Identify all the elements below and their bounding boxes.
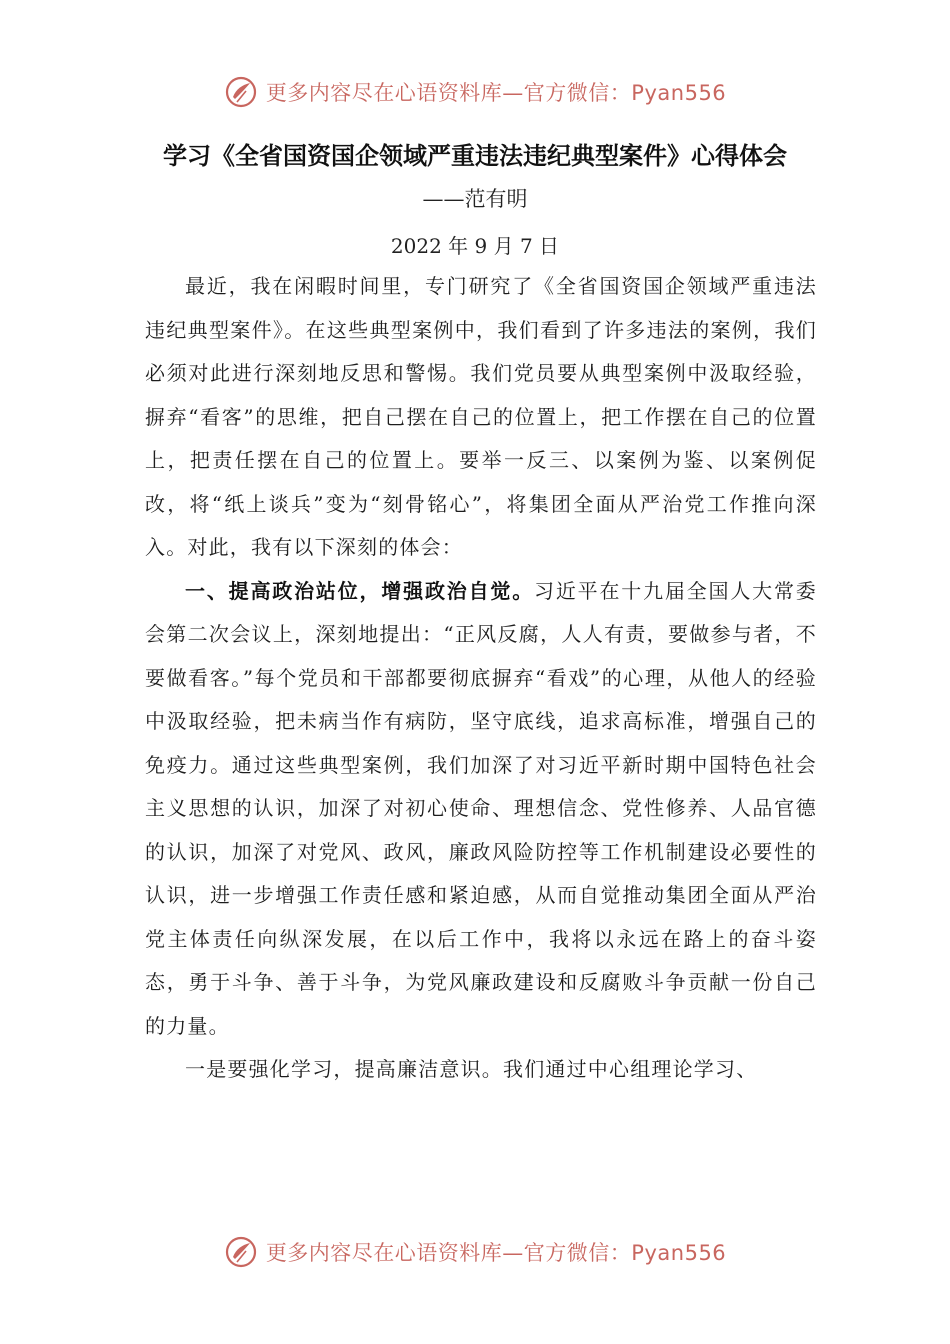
paragraph-point-1 [145,1048,817,1092]
watermark-header [0,70,950,114]
watermark-footer [0,1230,950,1274]
document-author: ——范有明 [422,187,528,211]
paragraph-intro [145,265,817,570]
paragraph-intro-text: 最近，我在闲暇时间里，专门研究了《全省国资国企领域严重违法违纪典型案件》。在这些典型案例中，我们看到了许多违法的案例，我们必须对此进行深刻地反思和警惕。我们党员要从典型案例中汲取经验，摒弃“看客”的思维，把自己摆在自己的位置上，把工作摆在自己的位置上，把责任摆在自己的位置上。要举一反三、以案例为鉴、以案例促改，将“纸上谈兵”变为“刻骨铭心”，将集团全面从严治党工作推向深入。对此，我有以下深刻的体会： [145,274,817,559]
watermark-logo-icon [224,75,258,109]
section-1-text: 习近平在十九届全国人大常委会第二次会议上，深刻地提出：“正风反腐，人人有责，要做参与者，不要做看客。”每个党员和干部都要彻底摒弃“看戏”的心理，从他人的经验中汲取经验，把未病当作有病防，坚守底线，追求高标准，增强自己的免疫力。通过这些典型案例，我们加深了对习近平新时期中国特色社会主义思想的认识，加深了对初心使命、理想信念、党性修养、人品官德的认识，加深了对党风、政风，廉政风险防控等工作机制建设必要性的认识，进一步增强工作责任感和紧迫感，从而自觉推动集团全面从严治党主体责任向纵深发展，在以后工作中，我将以永远在路上的奋斗姿态，勇于斗争、善于斗争，为党风廉政建设和反腐败斗争贡献一份自己的力量。 [145,578,817,1038]
document-date: 2022 年 9 月 7 日 [390,234,560,258]
document-title: 学习《全省国资国企领域严重违法违纪典型案件》心得体会 [163,142,787,170]
watermark-text: 更多内容尽在心语资料库—官方微信：Pyan556 [265,81,727,105]
paragraph-section-1 [145,570,817,1049]
point-1-text: 一是要强化学习，提高廉洁意识。我们通过中心组理论学习、 [185,1057,758,1081]
watermark-text: 更多内容尽在心语资料库—官方微信：Pyan556 [265,1241,727,1265]
document-body [145,265,817,1092]
section-1-heading: 一、提高政治站位，增强政治自觉。 [185,578,535,603]
watermark-logo-icon [224,1235,258,1269]
